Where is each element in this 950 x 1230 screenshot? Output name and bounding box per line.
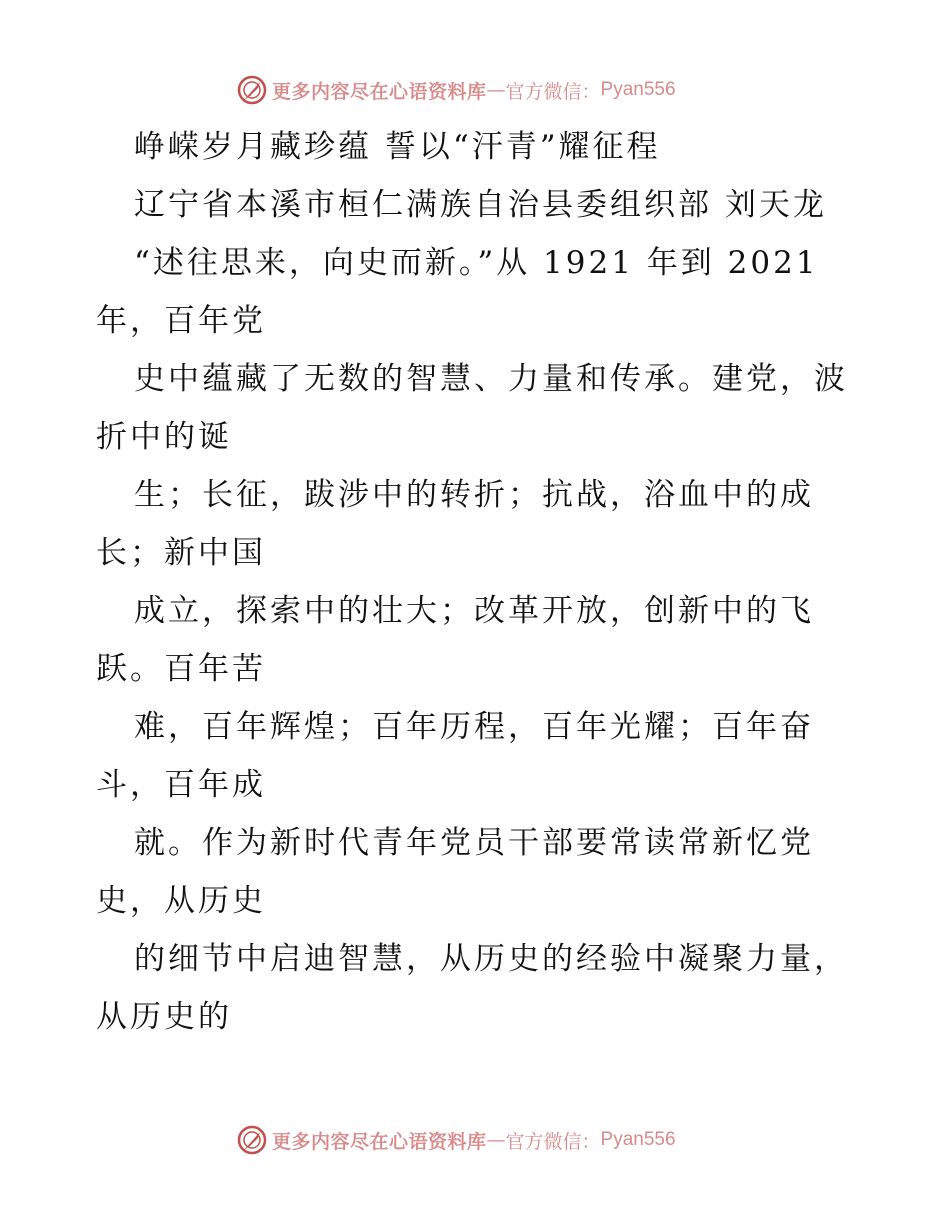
quill-logo-icon xyxy=(236,1124,268,1156)
body-line: 从历史的 xyxy=(96,999,232,1035)
body-line: 史，从历史 xyxy=(96,883,266,919)
document-title: 峥嵘岁月藏珍蕴 誓以“汗青”耀征程 xyxy=(134,129,661,165)
body-line: 的细节中启迪智慧，从历史的经验中凝聚力量， xyxy=(134,941,848,977)
watermark-footer xyxy=(236,1123,676,1157)
body-line: 长；新中国 xyxy=(96,535,266,571)
watermark-separator: — xyxy=(486,1129,506,1151)
body-line: 折中的诞 xyxy=(96,419,232,455)
body-line: 史中蕴藏了无数的智慧、力量和传承。建党，波 xyxy=(134,361,848,397)
watermark-text: 更多内容尽在心语资料库 xyxy=(272,80,487,103)
body-line: 年，百年党 xyxy=(96,303,266,339)
watermark-wechat-id: Pyan556 xyxy=(600,79,676,100)
body-line: 跃。百年苦 xyxy=(96,651,266,687)
body-line: 就。作为新时代青年党员干部要常读常新忆党 xyxy=(134,825,814,861)
body-line: 斗，百年成 xyxy=(96,767,266,803)
document-author: 辽宁省本溪市桓仁满族自治县委组织部 刘天龙 xyxy=(134,187,827,223)
body-line: “述往思来，向史而新。”从 1921 年到 2021 xyxy=(134,245,819,281)
watermark-wechat-id: Pyan556 xyxy=(600,1129,676,1150)
body-line: 生；长征，跋涉中的转折；抗战，浴血中的成 xyxy=(134,477,814,513)
watermark-text: 更多内容尽在心语资料库 xyxy=(272,1130,487,1153)
body-line: 难，百年辉煌；百年历程，百年光耀；百年奋 xyxy=(134,709,814,745)
watermark-header xyxy=(236,73,676,107)
watermark-separator: — xyxy=(486,79,506,101)
body-line: 成立，探索中的壮大；改革开放，创新中的飞 xyxy=(134,593,814,629)
watermark-wechat-label: 官方微信： xyxy=(505,1130,601,1153)
quill-logo-icon xyxy=(236,74,268,106)
watermark-wechat-label: 官方微信： xyxy=(505,80,601,103)
